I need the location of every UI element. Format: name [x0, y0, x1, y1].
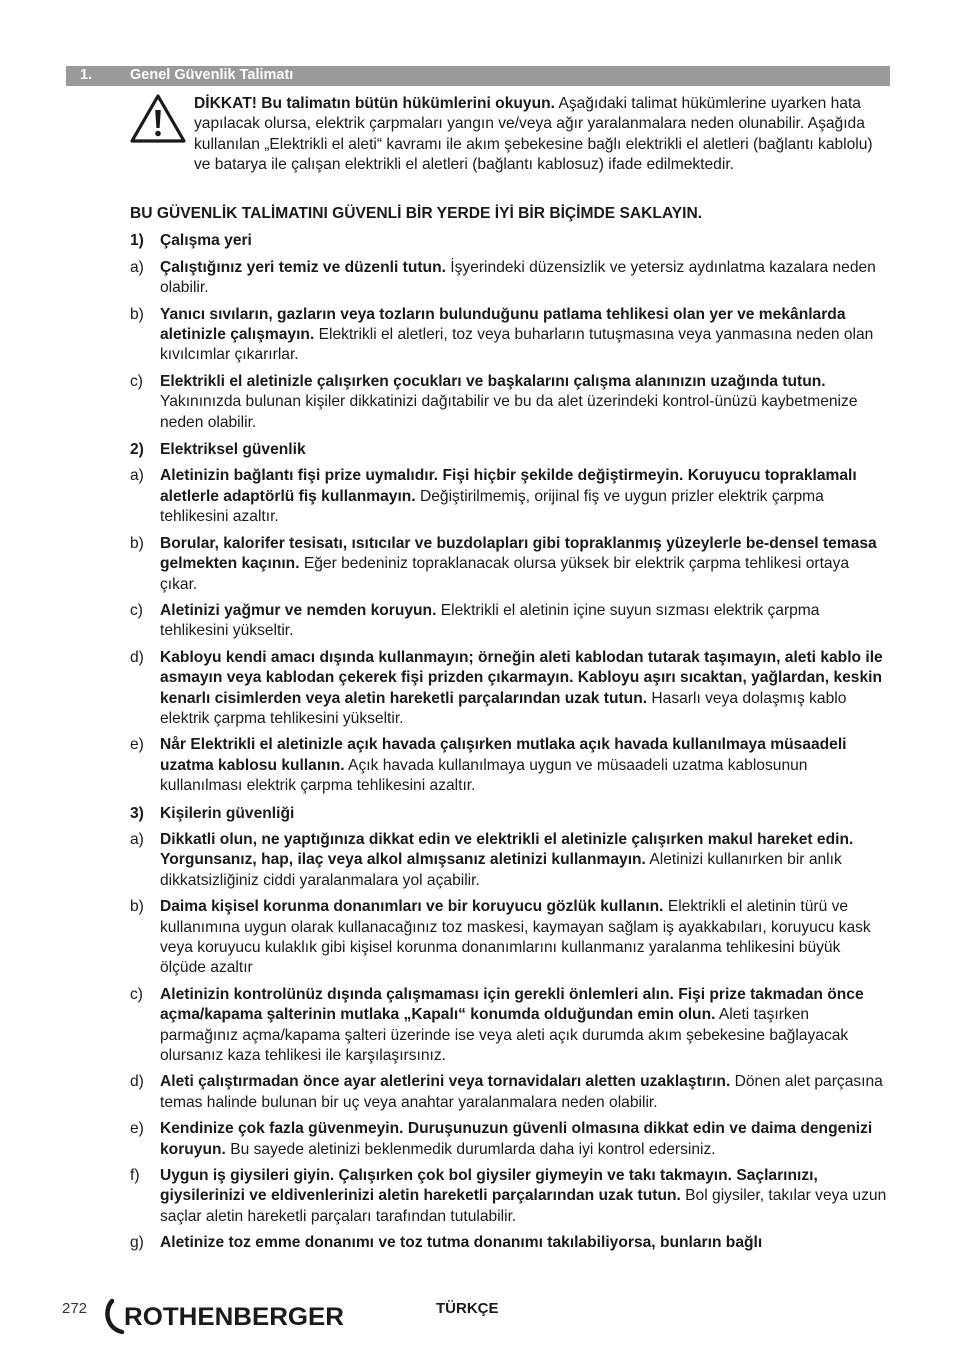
list-item: e) Når Elektrikli el aletinizle açık havada çalışırken mutlaka açık havada kullanılmaya müsaadeli uzatma kablosu kullanın. Açık havada kullanılmaya uygun ve müsaadeli uzatma kablosunun kullanılması elektrik çarpma tehlikesini azaltır.	[130, 736, 847, 795]
section-heading: 3) Kişilerin güvenliği	[130, 804, 295, 822]
section-title: Genel Güvenlik Talimatı	[130, 67, 294, 83]
section-heading: 1) Çalışma yeri	[130, 232, 252, 250]
list-item: c) Aletinizi yağmur ve nemden koruyun. Elektrikli el aletinin içine suyun sızması elektrik çarpma tehlikesini yükseltir.	[130, 601, 820, 640]
section-number: 1.	[80, 67, 93, 83]
warning-text	[194, 94, 890, 176]
list-item: a) Çalıştığınız yeri temiz ve düzenli tutun. İşyerindeki düzensizlik ve yetersiz aydınlatma kazalara neden olabilir.	[130, 258, 876, 297]
list-item: a) Dikkatli olun, ne yaptığınıza dikkat edin ve elektrikli el aletinizle çalışırken makul hareket edin. Yorgunsanız, hap, ilaç veya alkol almışsanız aletinizi kullanmayın. Aletinizi kullanırken bir anlık dikkatsizliğiniz ciddi yaralanmalara yol açabilir.	[130, 830, 854, 889]
list-item: b) Yanıcı sıvıların, gazların veya tozların bulunduğunu patlama tehlikesi olan yer ve mekânlarda aletinizle çalışmayın. Elektrikli el aletleri, toz veya buharların tutuşmasına veya yanmasına neden olan kıvılcımlar çıkarırlar.	[130, 305, 874, 364]
page-number: 272	[62, 1300, 88, 1317]
section-header-bar	[66, 66, 890, 86]
list-item: b) Borular, kalorifer tesisatı, ısıtıcılar ve buzdolapları gibi topraklanmış yüzeylerle be-densel temasa gelmekten kaçının. Eğer bedeniniz topraklanacak olursa yüksek bir elektrik çarpma tehlikesi ortaya çıkar.	[130, 534, 877, 593]
list-item: d) Aleti çalıştırmadan önce ayar aletlerini veya tornavidaları aletten uzaklaştırın. Dönen alet parçasına temas halinde bulunan bir uç veya anahtar yaralanmalara neden olabilir.	[130, 1073, 883, 1111]
rothenberger-logo	[102, 1296, 347, 1336]
list-item: b) Daima kişisel korunma donanımları ve bir koruyucu gözlük kullanın. Elektrikli el aletinin türü ve kullanımına uygun olarak kullanacağınız toz maskesi, kaymayan sağlam iş ayakkabıları, koruyucu kask veya koruyucu kulaklık gibi kişisel korunma donanımlarını kullanmanız yaralanma tehlikesini büyük ölçüde azaltır	[130, 898, 871, 977]
list-item: f) Uygun iş giysileri giyin. Çalışırken çok bol giysiler giymeyin ve takı takmayın. Saçlarınızı, giysilerinizi ve eldivenlerinizi aletin hareketli parçalarından uzak tutun. Bol giysiler, takılar veya uzun saçlar aletin hareketli parçaları tarafından tutulabilir.	[130, 1167, 887, 1225]
warning-body: Aşağıdaki talimat hükümlerine uyarken hata yapılacak olursa, elektrik çarpmaları yangın ve/veya ağır yaralanmalara neden olunabilir. Aşağıda kullanılan „Elektrikli el aleti“ kavramı ile akım şebekesine bağlı elektrikli el aletleri (bağlantı kablolu) ve batarya ile çalışan elektrikli el aletleri (bağlantı kablosuz) ifade edilmektedir.	[194, 95, 873, 174]
list-item: c) Elektrikli el aletinizle çalışırken çocukları ve başkalarını çalışma alanınızın uzağında tutun. Yakınınızda bulunan kişiler dikkatinizi dağıtabilir ve bu da alet üzerindeki kontrol-ünüzü kaybetmenize neden olabilir.	[130, 372, 858, 431]
warning-bold: DİKKAT! Bu talimatın bütün hükümlerini okuyun.	[194, 95, 555, 112]
language-label: TÜRKÇE	[436, 1300, 499, 1317]
section-heading: 2) Elektriksel güvenlik	[130, 441, 306, 459]
list-item: a) Aletinizin bağlantı fişi prize uymalıdır. Fişi hiçbir şekilde değiştirmeyin. Koruyucu topraklamalı aletlerle adaptörlü fiş kullanmayın. Değiştirilmemiş, orijinal fiş ve uygun prizler elektrik çarpma tehlikesini azaltır.	[130, 467, 857, 526]
document-body	[130, 94, 890, 1254]
list-item: e) Kendinize çok fazla güvenmeyin. Duruşunuzun güvenli olmasına dikkat edin ve daima dengenizi koruyun. Bu sayede aletinizi beklenmedik durumlarda daha iyi kontrol edersiniz.	[130, 1120, 873, 1158]
section-work-area	[130, 231, 890, 433]
warning-triangle-icon	[130, 94, 186, 144]
brand-name: ROTHENBERGER	[124, 1303, 344, 1331]
warning-block	[130, 94, 890, 194]
list-item: g) Aletinize toz emme donanımı ve toz tutma donanımı takılabiliyorsa, bunların bağlı	[130, 1234, 763, 1252]
section-personal-safety	[130, 804, 890, 1254]
list-item: d) Kabloyu kendi amacı dışında kullanmayın; örneğin aleti kablodan tutarak taşımayın, aleti kablo ile asmayın veya kablodan çekerek fişi prizden çıkarmayın. Kabloyu aşırı sıcaktan, yağlardan, keskin kenarlı cisimlerden veya aletin hareketli parçalarından uzak tutun. Hasarlı veya dolaşmış kablo elektrik çarpma tehlikesini yükseltir.	[130, 648, 883, 727]
keep-notice: BU GÜVENLİK TALİMATINI GÜVENLİ BİR YERDE İYİ BİR BİÇİMDE SAKLAYIN.	[130, 205, 703, 222]
list-item: c) Aletinizin kontrolünüz dışında çalışmaması için gerekli önlemleri alın. Fişi prize takmadan önce açma/kapama şalterinin mutlaka „Kapalı“ konumda olduğundan emin olun. Aleti taşırken parmağınız açma/kapama şalteri üzerinde ise veya aleti açık durumda akım şebekesine bağlayacak olursanız kaza tehlikesi ile karşılaşırsınız.	[130, 985, 864, 1065]
section-electrical-safety	[130, 440, 890, 797]
